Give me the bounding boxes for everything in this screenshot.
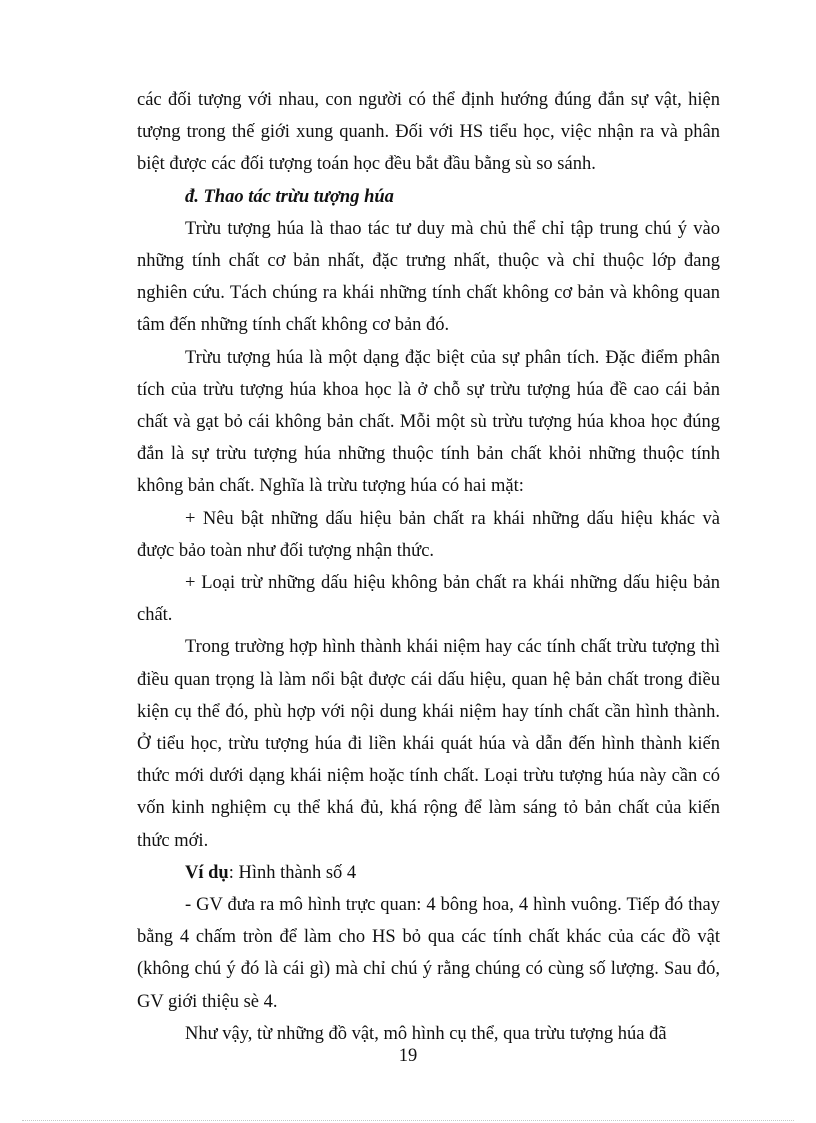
paragraph-last: Như vậy, từ những đồ vật, mô hình cụ thể, qua trừu tượng húa đã [185,1023,667,1044]
paragraph: Trừu tượng húa là một dạng đặc biệt của sự phân tích. Đặc điểm phân tích của trừu tượng húa khoa học là ở chỗ sự trừu tượng húa đề cao cái bản chất và gạt bỏ cái không bản chất. Mỗi một sù trừu tượng húa khoa học đúng đắn là sự trừu tượng húa những thuộc tính bản chất khỏi những thuộc tính không bản chất. Nghĩa là trừu tượng húa có hai mặt: [137,347,720,497]
example-text: : Hình thành số 4 [228,862,357,883]
paragraph: Trong trường hợp hình thành khái niệm hay các tính chất trừu tượng thì điều quan trọng là làm nổi bật được cái dấu hiệu, quan hệ bản chất trong điều kiện cụ thể đó, phù hợp với nội dung khái niệm hay tính chất cần hình thành. Ở tiểu học, trừu tượng húa đi liền khái quát húa và dẫn đến hình thành kiến thức mới dưới dạng khái niệm hoặc tính chất. Loại trừu tượng húa này cần có vốn kinh nghiệm cụ thể khá đủ, khá rộng để làm sáng tỏ bản chất của kiến thức mới. [137,637,720,851]
page-number: 19 [398,1046,418,1066]
bullet-paragraph: + Nêu bật những dấu hiệu bản chất ra khái những dấu hiệu khác và được bảo toàn như đối tượng nhận thức. [137,508,720,561]
example-label: Ví dụ [185,862,229,883]
paragraph-continued: các đối tượng với nhau, con người có thể định hướng đúng đắn sự vật, hiện tượng trong thế giới xung quanh. Đối với HS tiểu học, việc nhận ra và phân biệt được các đối tượng toán học đều bắt đầu bằng sù so sánh. [137,90,720,175]
page-bottom-divider [22,1120,794,1121]
section-heading: đ. Thao tác trừu tượng húa [185,186,394,207]
example-paragraph [137,857,720,889]
paragraph: Trừu tượng húa là thao tác tư duy mà chủ thể chỉ tập trung chú ý vào những tính chất cơ bản nhất, đặc trưng nhất, thuộc và chỉ thuộc lớp đang nghiên cứu. Tách chúng ra khái những tính chất không cơ bản và không quan tâm đến những tính chất không cơ bản đó. [137,218,720,336]
bullet-paragraph: + Loại trừ những dấu hiệu không bản chất ra khái những dấu hiệu bản chất. [137,573,720,626]
document-body [137,84,720,1050]
paragraph: - GV đưa ra mô hình trực quan: 4 bông hoa, 4 hình vuông. Tiếp đó thay bằng 4 chấm tròn để làm cho HS bỏ qua các tính chất khác của các đồ vật (không chú ý đó là cái gì) mà chỉ chú ý rằng chúng có cùng số lượng. Sau đó, GV giới thiệu sè 4. [137,895,720,1012]
